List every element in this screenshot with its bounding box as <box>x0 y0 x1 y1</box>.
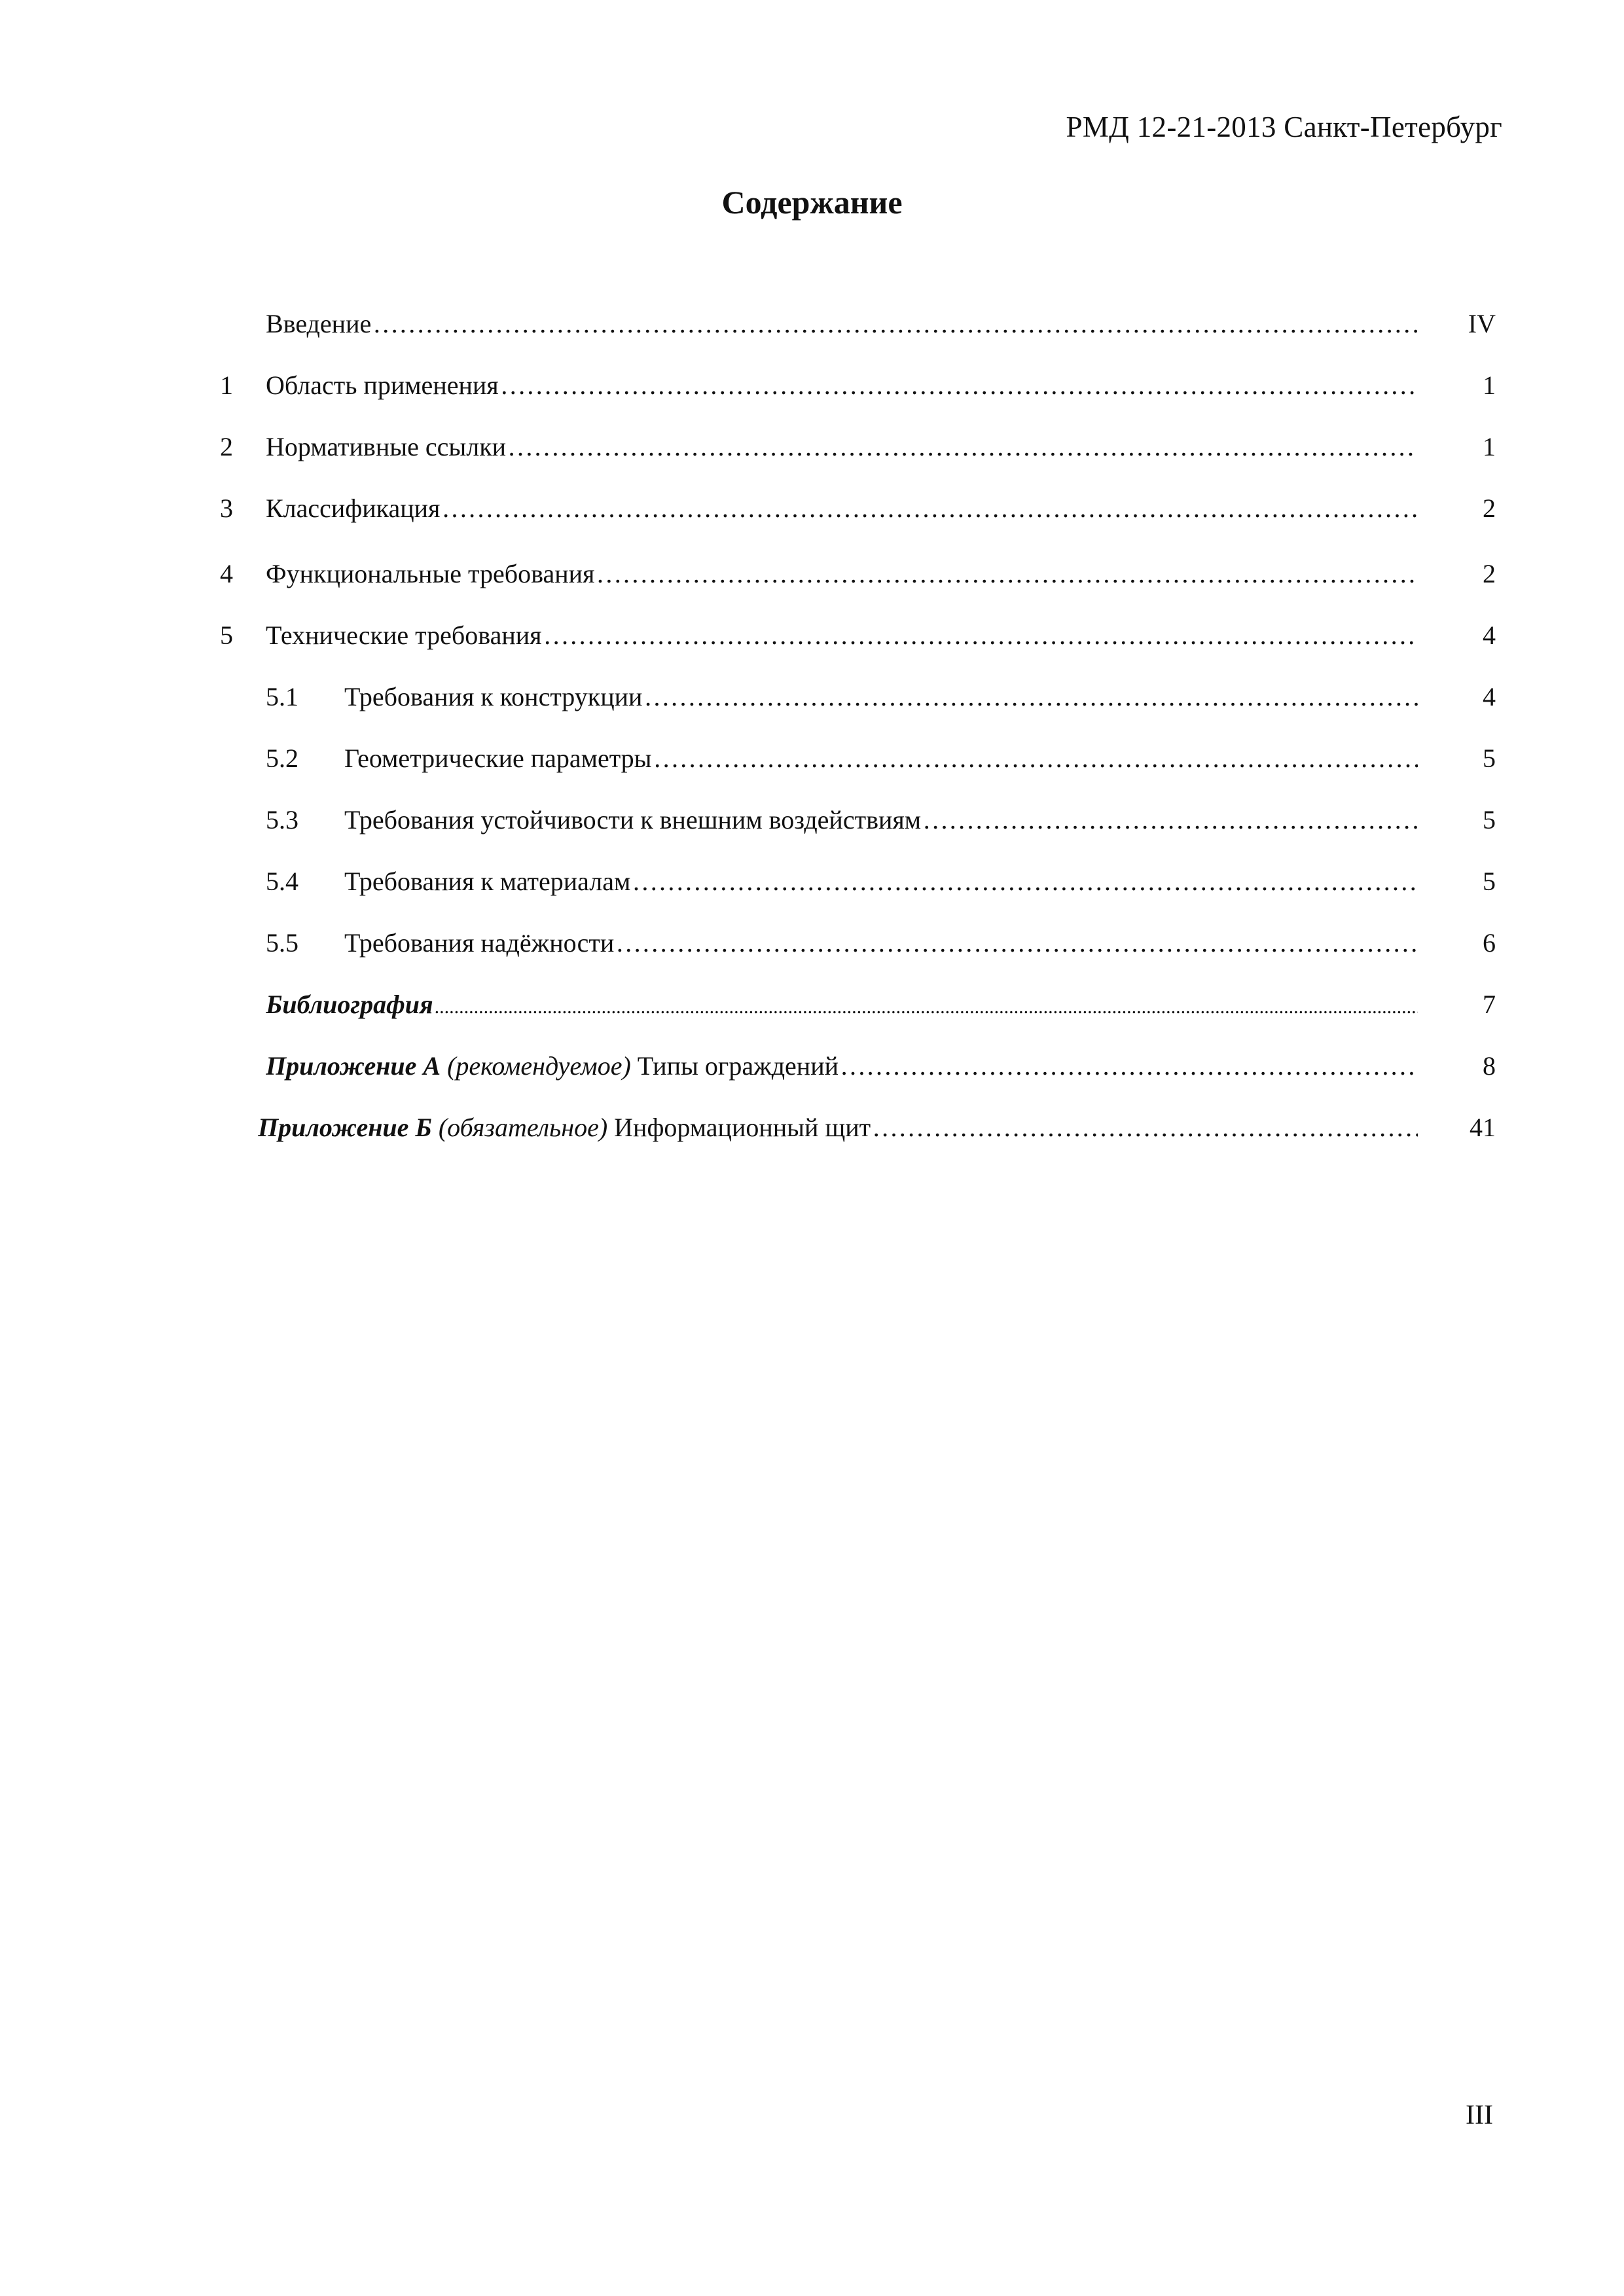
toc-section-number: 3 <box>220 493 233 523</box>
toc-row-bibliography[interactable] <box>0 982 1624 1028</box>
toc-row-section-3[interactable] <box>0 486 1624 531</box>
toc-row-intro[interactable] <box>0 301 1624 347</box>
leader-dots <box>435 982 1418 1028</box>
toc-section-number: 2 <box>220 432 233 461</box>
toc-entry <box>344 859 1418 905</box>
toc-label: Геометрические параметры <box>344 744 652 773</box>
leader-dots <box>922 797 1418 843</box>
toc-section-number: 5.2 <box>266 744 298 773</box>
toc-page-number: 5 <box>1483 744 1496 773</box>
toc-entry <box>266 424 1418 470</box>
toc-row-section-4[interactable] <box>0 551 1624 597</box>
toc-label: Классификация <box>266 493 441 523</box>
appendix-title: Информационный щит <box>614 1113 871 1142</box>
leader-dots <box>543 613 1418 658</box>
toc-label: Нормативные ссылки <box>266 432 507 461</box>
toc-page-number: 2 <box>1483 493 1496 523</box>
appendix-prefix: Приложение Б <box>258 1113 432 1142</box>
toc-page-number: 1 <box>1483 432 1496 461</box>
toc-entry <box>344 920 1418 966</box>
toc-entry <box>344 797 1418 843</box>
appendix-prefix: Приложение А <box>266 1051 441 1081</box>
toc-page-number: IV <box>1468 309 1496 338</box>
toc-label: Введение <box>266 309 372 338</box>
toc-page-number: 5 <box>1483 805 1496 834</box>
toc-label <box>258 1105 871 1151</box>
leader-dots <box>441 486 1418 531</box>
toc-label <box>266 982 433 1028</box>
toc-row-appendix-b[interactable] <box>0 1105 1624 1151</box>
toc-page-number: 1 <box>1483 370 1496 400</box>
appendix-status: (обязательное) <box>438 1113 608 1142</box>
toc-page-number: 4 <box>1483 682 1496 711</box>
toc-row-section-2[interactable] <box>0 424 1624 470</box>
toc-section-number: 5.3 <box>266 805 298 834</box>
toc-section-number: 4 <box>220 559 233 588</box>
toc-entry <box>266 1043 1418 1089</box>
toc-page-number: 6 <box>1483 928 1496 958</box>
toc-section-number: 5 <box>220 620 233 650</box>
toc-row-section-5[interactable] <box>0 613 1624 658</box>
toc-label: Требования надёжности <box>344 928 615 958</box>
toc-section-number: 1 <box>220 370 233 400</box>
toc-label <box>266 1043 839 1089</box>
toc-row-section-5-3[interactable] <box>0 797 1624 843</box>
leader-dots <box>632 859 1418 905</box>
toc-section-number: 5.5 <box>266 928 298 958</box>
toc-row-section-1[interactable] <box>0 363 1624 408</box>
leader-dots <box>615 920 1418 966</box>
leader-dots <box>653 736 1418 781</box>
document-header: РМД 12-21-2013 Санкт-Петербург <box>1066 111 1502 143</box>
toc-label: Технические требования <box>266 620 542 650</box>
toc-page-number: 5 <box>1483 867 1496 896</box>
toc-row-appendix-a[interactable] <box>0 1043 1624 1089</box>
toc-page-number: 41 <box>1470 1113 1496 1142</box>
toc-entry <box>266 982 1418 1028</box>
toc-label: Требования к материалам <box>344 867 631 896</box>
toc-label: Область применения <box>266 370 499 400</box>
toc-row-section-5-1[interactable] <box>0 674 1624 720</box>
leader-dots <box>596 551 1418 597</box>
toc-entry <box>266 301 1418 347</box>
toc-entry <box>266 486 1418 531</box>
leader-dots <box>507 424 1418 470</box>
leader-dots <box>643 674 1418 720</box>
toc-row-section-5-4[interactable] <box>0 859 1624 905</box>
leader-dots <box>840 1043 1418 1089</box>
toc-label: Требования к конструкции <box>344 682 643 711</box>
bibliography-label: Библиография <box>266 990 433 1019</box>
toc-section-number: 5.4 <box>266 867 298 896</box>
toc-label: Функциональные требования <box>266 559 595 588</box>
toc-entry <box>266 613 1418 658</box>
toc-section-number: 5.1 <box>266 682 298 711</box>
toc-page-number: 8 <box>1483 1051 1496 1081</box>
toc-entry <box>344 736 1418 781</box>
toc-row-section-5-5[interactable] <box>0 920 1624 966</box>
page-title: Содержание <box>721 184 903 221</box>
leader-dots <box>872 1105 1418 1151</box>
toc-page-number: 4 <box>1483 620 1496 650</box>
leader-dots <box>372 301 1418 347</box>
toc-entry <box>258 1105 1418 1151</box>
appendix-title: Типы ограждений <box>637 1051 839 1081</box>
toc-entry <box>344 674 1418 720</box>
toc-page-number: 2 <box>1483 559 1496 588</box>
toc-entry <box>266 363 1418 408</box>
toc-entry <box>266 551 1418 597</box>
toc-row-section-5-2[interactable] <box>0 736 1624 781</box>
leader-dots <box>500 363 1418 408</box>
page-number: III <box>1466 2100 1493 2130</box>
toc-label: Требования устойчивости к внешним воздействиям <box>344 805 922 834</box>
toc-page-number: 7 <box>1483 990 1496 1019</box>
appendix-status: (рекомендуемое) <box>447 1051 631 1081</box>
